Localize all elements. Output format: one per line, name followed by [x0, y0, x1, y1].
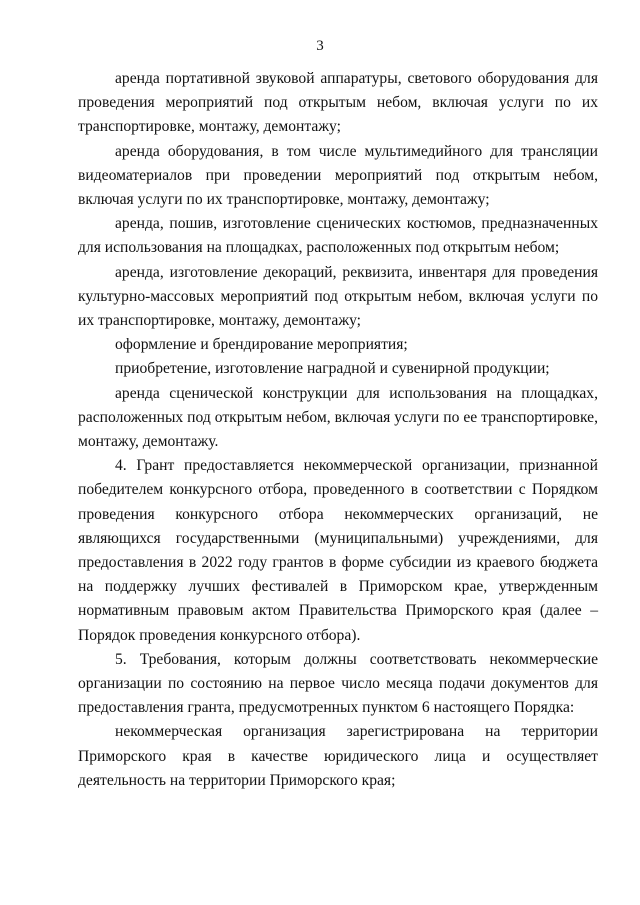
paragraph-3: аренда, пошив, изготовление сценических костюмов, предназначенных для использования на площадках, расположенных под открытым небом;: [78, 215, 598, 257]
paragraph-8: 4. Грант предоставляется некоммерческой организации, признанной победителем конкурсного отбора, проведенного в соответствии с Порядком проведения конкурсного отбора некоммерческих организаций, не являющихся государственными (муниципальными) учреждениями, для предоставления в 2022 году грантов в форме субсидии из краевого бюджета на поддержку лучших фестивалей в Приморском крае, утвержденным нормативным правовым актом Правительства Приморского края (далее – Порядок проведения конкурсного отбора).: [78, 457, 598, 644]
paragraph-4: аренда, изготовление декораций, реквизита, инвентаря для проведения культурно-массовых мероприятий под открытым небом, включая услуги по их транспортировке, монтажу, демонтажу;: [78, 263, 598, 330]
paragraph-1: аренда портативной звуковой аппаратуры, светового оборудования для проведения мероприятий под открытым небом, включая услуги по их транспортировке, монтажу, демонтажу;: [78, 70, 598, 136]
paragraph-7: аренда сценической конструкции для использования на площадках, расположенных под открытым небом, включая услуги по ее транспортировке, монтажу, демонтажу.: [78, 384, 598, 451]
paragraph-9: 5. Требования, которым должны соответствовать некоммерческие организации по состоянию на первое число месяца подачи документов для предоставления гранта, предусмотренных пунктом 6 настоящего Порядка:: [78, 650, 598, 717]
page-number: 3: [316, 38, 324, 54]
paragraph-6: приобретение, изготовление наградной и сувенирной продукции;: [115, 360, 550, 378]
paragraph-5: оформление и брендирование мероприятия;: [115, 336, 408, 354]
paragraph-2: аренда оборудования, в том числе мультимедийного для трансляции видеоматериалов при проведении мероприятий под открытым небом, включая услуги по их транспортировке, монтажу, демонтажу;: [78, 142, 598, 209]
document-body: [78, 67, 598, 793]
paragraph-10: некоммерческая организация зарегистрирована на территории Приморского края в качестве юридического лица и осуществляет деятельность на территории Приморского края;: [78, 723, 598, 789]
